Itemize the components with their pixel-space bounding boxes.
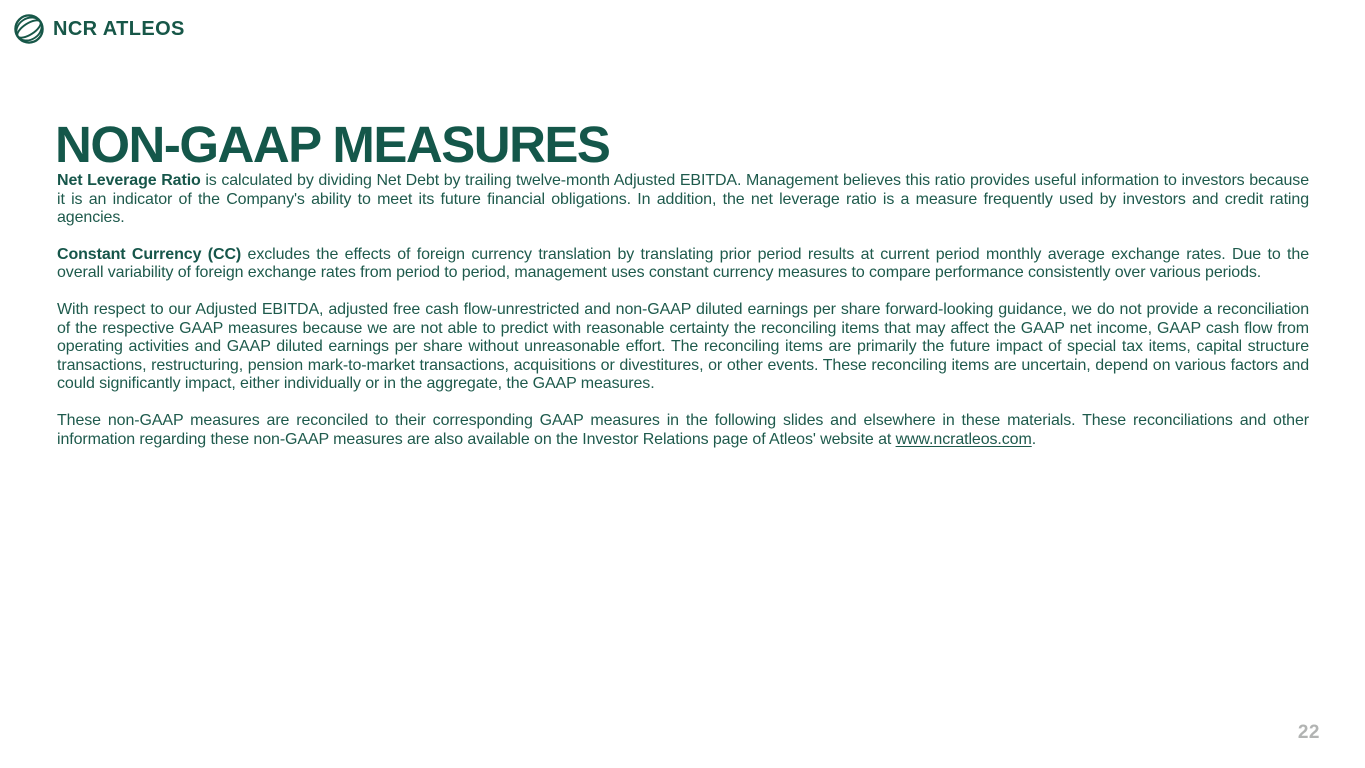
- page-number: 22: [1297, 722, 1320, 743]
- slide-body: [57, 172, 1309, 467]
- net-leverage-ratio-text: is calculated by dividing Net Debt by trailing twelve-month Adjusted EBITDA. Management believes this ratio provides useful information to investors because it is an indicator of the Company's ability to meet its future financial obligations. In addition, the net leverage ratio is a measure frequently used by investors and credit rating agencies.: [57, 172, 1309, 227]
- paragraph-reconciliations: [57, 412, 1309, 449]
- globe-icon: [13, 13, 45, 45]
- paragraph-constant-currency: [57, 246, 1309, 283]
- forward-looking-guidance-text: With respect to our Adjusted EBITDA, adjusted free cash flow-unrestricted and non-GAAP diluted earnings per share forward-looking guidance, we do not provide a reconciliation of the respective GAAP measures because we are not able to predict with reasonable certainty the reconciling items that may affect the GAAP net income, GAAP cash flow from operating activities and GAAP diluted earnings per share without unreasonable effort. The reconciling items are primarily the future impact of special tax items, capital structure transactions, restructuring, pension mark-to-market transactions, acquisitions or divestitures, or other events. These reconciling items are uncertain, depend on various factors and could significantly impact, either individually or in the aggregate, the GAAP measures.: [57, 300, 1309, 393]
- page-title: NON-GAAP MEASURES: [55, 116, 610, 174]
- paragraph-net-leverage-ratio: [57, 172, 1309, 228]
- ncratleos-website-link[interactable]: www.ncratleos.com: [895, 430, 1032, 448]
- brand-name: NCR ATLEOS: [53, 17, 185, 40]
- constant-currency-term: Constant Currency (CC): [57, 245, 242, 263]
- paragraph-forward-looking-guidance: [57, 301, 1309, 394]
- constant-currency-text: excludes the effects of foreign currency translation by translating prior period results at current period monthly average exchange rates. Due to the overall variability of foreign exchange rates from period to period, management uses constant currency measures to compare performance consistently over various periods.: [57, 245, 1309, 282]
- net-leverage-ratio-term: Net Leverage Ratio: [57, 172, 201, 189]
- reconciliations-text-end: .: [1031, 430, 1037, 448]
- reconciliations-text: These non-GAAP measures are reconciled to their corresponding GAAP measures in the following slides and elsewhere in these materials. These reconciliations and other information regarding these non-GAAP measures are also available on the Investor Relations page of Atleos' website at: [57, 411, 1309, 448]
- brand-logo: [13, 13, 185, 45]
